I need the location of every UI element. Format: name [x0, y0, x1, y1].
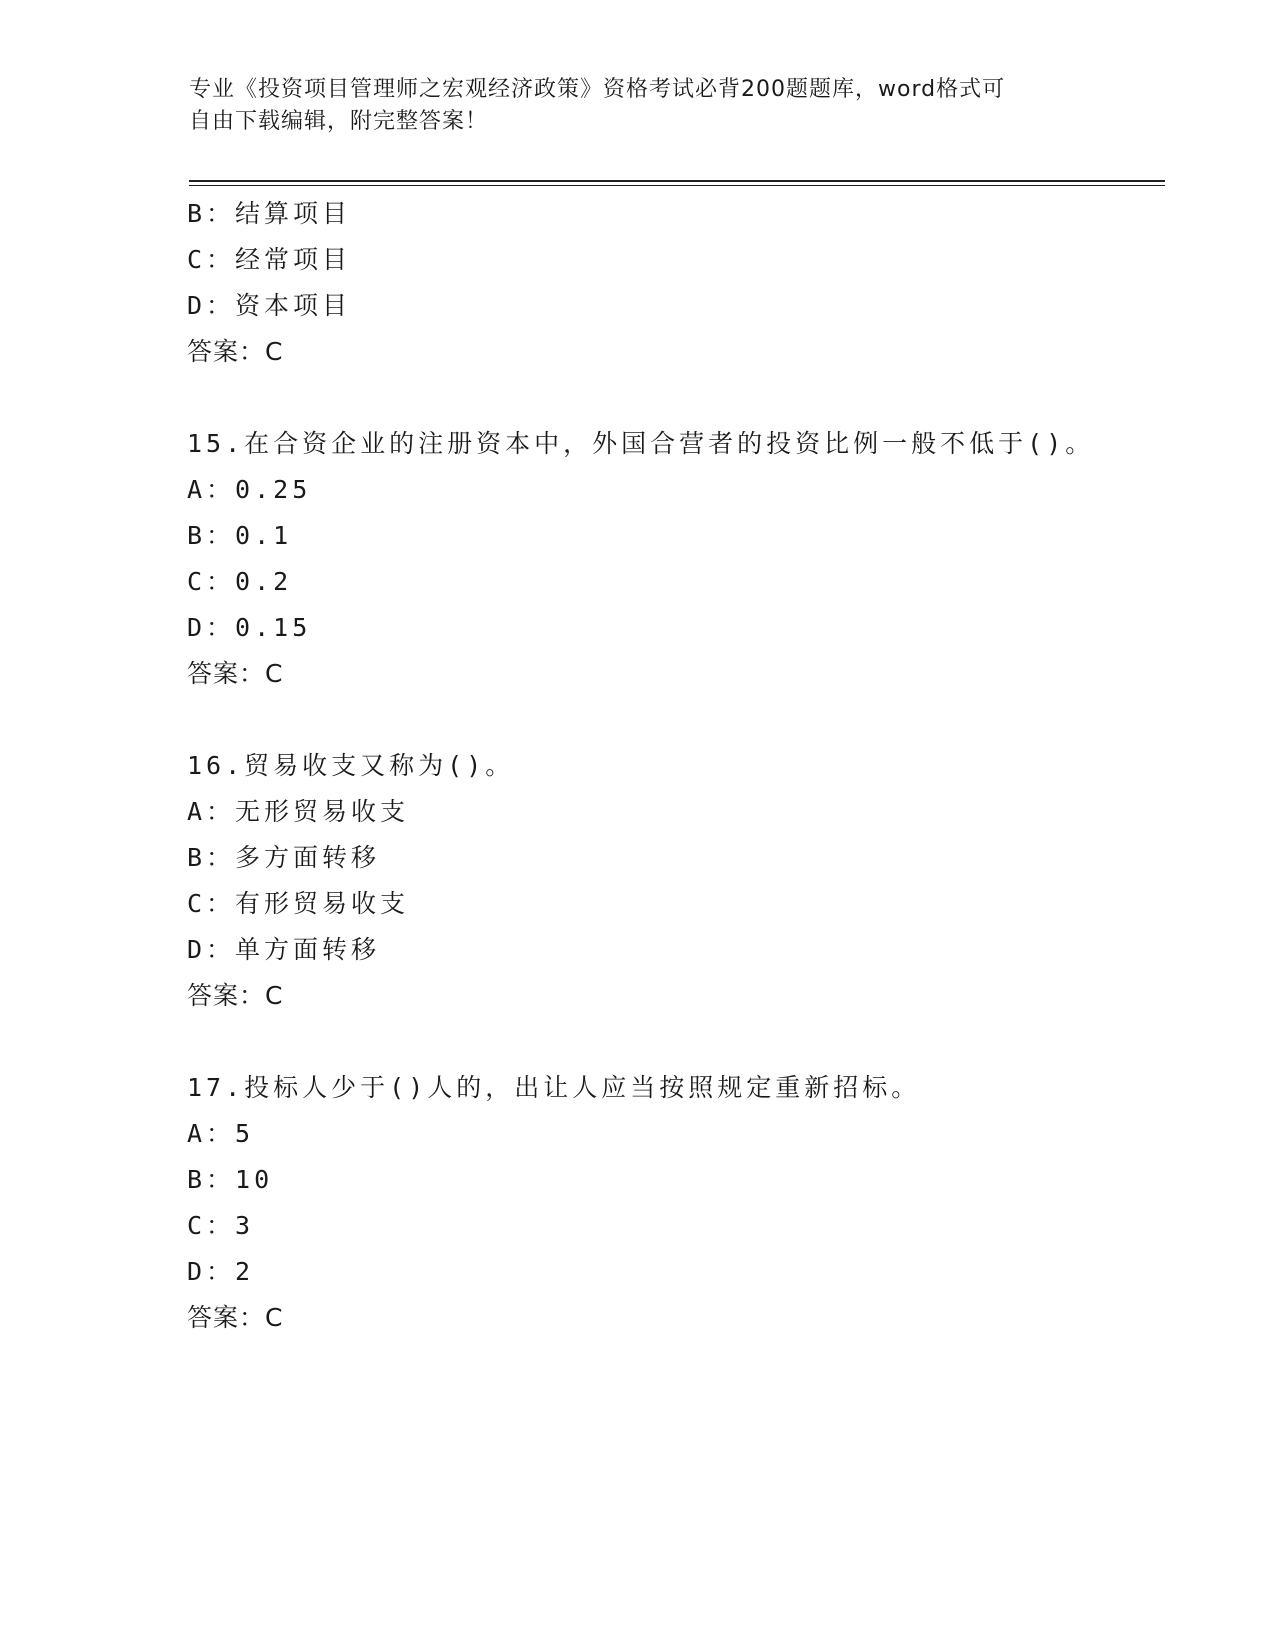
answer-line: 答案：C	[187, 1303, 284, 1332]
spacer	[187, 1019, 1177, 1065]
question-14-continued	[187, 191, 1177, 375]
header-divider-thick	[189, 180, 1165, 182]
option-d: D：资本项目	[187, 291, 352, 320]
option-d: D：单方面转移	[187, 935, 381, 964]
option-a: A：0.25	[187, 475, 312, 504]
spacer	[187, 375, 1177, 421]
option-c: C：0.2	[187, 567, 293, 596]
option-a: A：无形贸易收支	[187, 797, 410, 826]
option-d: D：2	[187, 1257, 255, 1286]
answer-line: 答案：C	[187, 337, 284, 366]
option-c: C：有形贸易收支	[187, 889, 410, 918]
question-15	[187, 421, 1177, 697]
option-b: B：10	[187, 1165, 274, 1194]
question-text: 16.贸易收支又称为()。	[187, 751, 515, 780]
header-line-2: 自由下载编辑，附完整答案！	[189, 109, 489, 134]
option-b: B：结算项目	[187, 199, 352, 228]
spacer	[187, 697, 1177, 743]
answer-line: 答案：C	[187, 981, 284, 1010]
question-list	[187, 191, 1177, 1341]
document-header	[189, 74, 1089, 138]
question-text: 17.投标人少于()人的，出让人应当按照规定重新招标。	[187, 1073, 921, 1102]
question-text: 15.在合资企业的注册资本中，外国合营者的投资比例一般不低于()。	[187, 429, 1095, 458]
option-c: C：3	[187, 1211, 255, 1240]
header-line-1: 专业《投资项目管理师之宏观经济政策》资格考试必背200题题库，word格式可	[189, 77, 1006, 102]
option-c: C：经常项目	[187, 245, 352, 274]
option-a: A：5	[187, 1119, 255, 1148]
question-17	[187, 1065, 1177, 1341]
header-divider-thin	[189, 185, 1165, 186]
option-d: D：0.15	[187, 613, 312, 642]
answer-line: 答案：C	[187, 659, 284, 688]
option-b: B：0.1	[187, 521, 293, 550]
option-b: B：多方面转移	[187, 843, 381, 872]
question-16	[187, 743, 1177, 1019]
